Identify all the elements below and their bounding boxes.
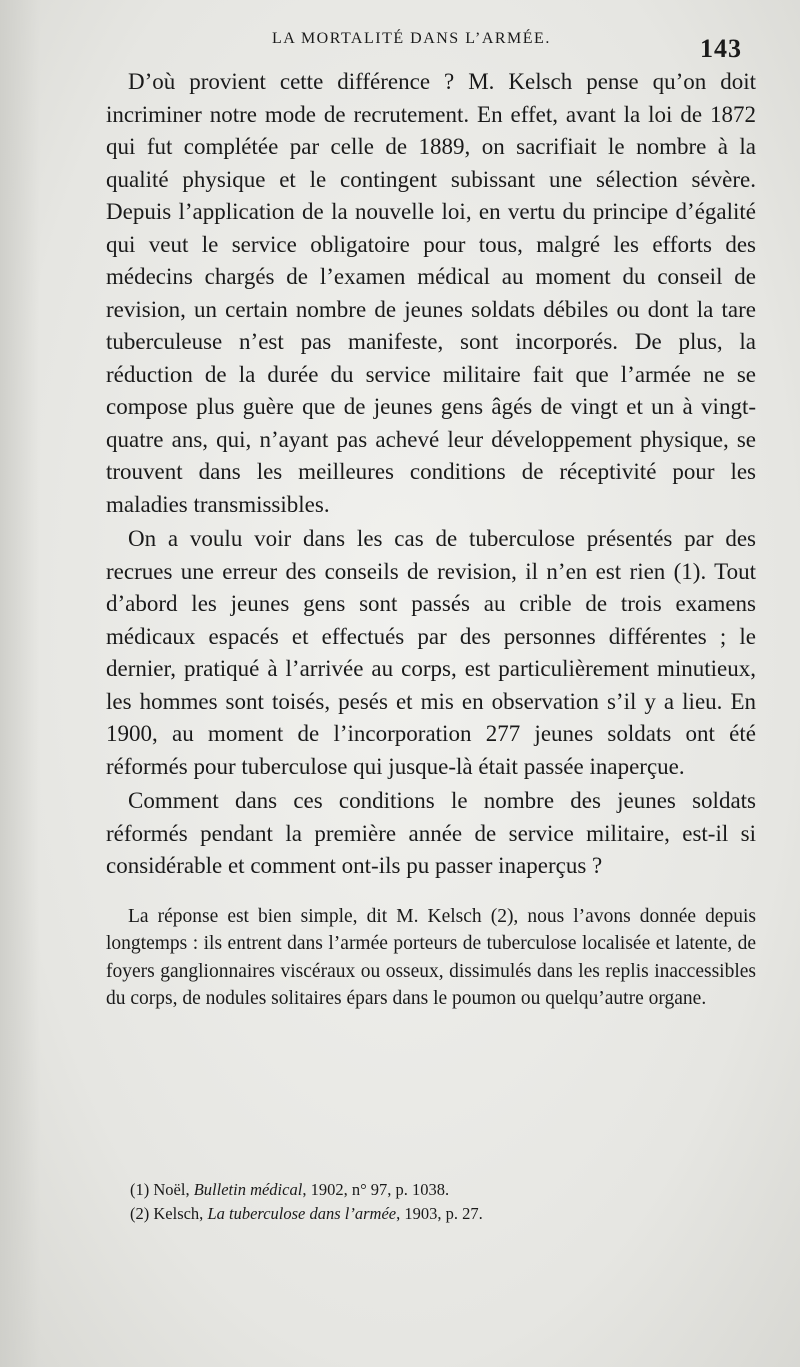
quoted-paragraph: La réponse est bien simple, dit M. Kelsch (2), nous l’avons donnée depuis longtemps : ils entrent dans l’armée porteurs de tuberculose localisée et latente, de foyers ganglionnaires viscéraux ou osseux, dissimulés dans les replis inaccessibles du corps, de nodules solitaires épars dans le poumon ou quelqu’autre organe. [106, 905, 756, 1009]
footnote-2-title: La tuberculose dans l’armée [207, 1204, 397, 1223]
page-body [106, 66, 756, 1013]
page-number: 143 [700, 34, 742, 63]
footnote-1 [130, 1178, 750, 1202]
footnote-2-suffix: , 1903, p. 27. [396, 1204, 483, 1223]
page-gutter-shadow [0, 0, 40, 1367]
footnote-2-prefix: (2) Kelsch, [130, 1204, 208, 1223]
paragraph-1: D’où provient cette différence ? M. Kelsch pense qu’on doit incriminer notre mode de recrutement. En effet, avant la loi de 1872 qui fut complétée par celle de 1889, on sacrifiait le nombre à la qualité physique et le contingent subissant une sélection sévère. Depuis l’application de la nouvelle loi, en vertu du principe d’égalité qui veut le service obligatoire pour tous, malgré les efforts des médecins chargés de l’examen médical au moment du conseil de revision, un certain nombre de jeunes soldats débiles ou dont la tare tuberculeuse n’est pas manifeste, sont incorporés. De plus, la réduction de la durée du service militaire fait que l’armée ne se compose plus guère que de jeunes gens âgés de vingt et un à vingt-quatre ans, qui, n’ayant pas achevé leur développement physique, se trouvent dans les meilleures conditions de réceptivité pour les maladies transmissibles. [106, 69, 756, 517]
footnote-1-suffix: , 1902, n° 97, p. 1038. [302, 1180, 450, 1199]
paragraph-3: Comment dans ces conditions le nombre des jeunes soldats réformés pendant la première année de service militaire, est-il si considérable et comment ont-ils pu passer inaperçus ? [106, 788, 756, 878]
footnote-1-title: Bulletin médical [193, 1180, 303, 1199]
footnote-1-prefix: (1) Noël, [130, 1180, 194, 1199]
running-title: LA MORTALITÉ DANS L’ARMÉE. [272, 30, 551, 47]
paragraph-2: On a voulu voir dans les cas de tuberculose présentés par des recrues une erreur des conseils de revision, il n’en est rien (1). Tout d’abord les jeunes gens sont passés au crible de trois examens médicaux espacés et effectués par des personnes différentes ; le dernier, pratiqué à l’arrivée au corps, est particulièrement minutieux, les hommes sont toisés, pesés et mis en observation s’il y a lieu. En 1900, au moment de l’incorporation 277 jeunes soldats ont été réformés pour tuberculose qui jusque-là était passée inaperçue. [106, 526, 756, 779]
footnotes [130, 1178, 750, 1226]
footnote-2 [130, 1202, 750, 1226]
